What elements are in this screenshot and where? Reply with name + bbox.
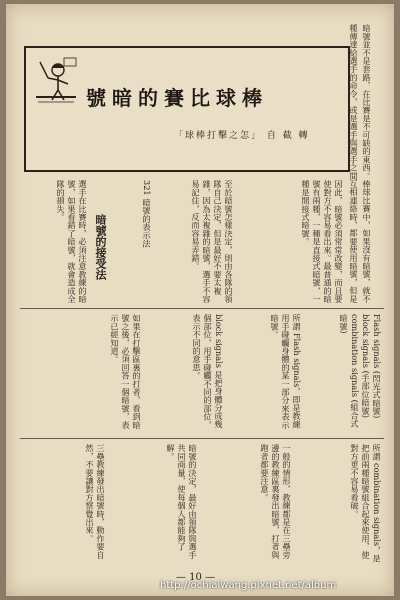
text-column: block signals 是把身體分成幾個部位，用手碰觸不同的部位，表示不同的意思。: [192, 314, 224, 429]
text-column: 暗號的決定，最好由領隊與選手共同商量，使每個人都能夠了解。: [166, 444, 198, 559]
text-column: 三壘教練發出暗號時，動作要自然，不要讓對方察覺出來。: [85, 444, 106, 559]
article-title: 棒球比賽的暗號: [86, 86, 268, 110]
text-column: 暗號並不是套路，在比賽是不可缺的東西。棒球比賽中，如果沒有暗號，就不: [362, 24, 372, 303]
baseball-player-illustration: [34, 56, 78, 112]
magazine-page: [6, 4, 394, 596]
title-box: [24, 46, 350, 172]
text-column: Flash signals (閃光式暗號) block signals (手部位暗號) combination signals (組合式暗號): [339, 314, 382, 428]
article-subtitle: 「球棒打擊之怎」 自 截 轉: [174, 131, 310, 141]
text-column: 種傳達給選手的命令，或是選手與選手之間互相連絡時，都要使用暗號，但是: [349, 24, 359, 303]
text-column: 如果在打擊區裏的打者，看到暗號之後，必須回答一個暗號，表示已經知道。: [110, 314, 142, 429]
text-column: 選手在比賽時，必須注意教練的暗號，如果看錯了暗號，就會造成全隊的損失。: [56, 180, 88, 303]
watermark-url: http://ochiaiwang.pixnet.net/album: [160, 580, 337, 591]
section-divider: [20, 308, 384, 309]
section-heading: 暗號的接受法: [94, 214, 107, 280]
page-number: — 10 —: [176, 572, 216, 583]
text-column: 因此，暗號必須常常改變，而且要使對方不容易看出來。最普通的暗號有兩種，一種是直接式暗號，一種是間接式暗號。: [301, 180, 344, 303]
section-divider: [20, 438, 384, 439]
text-column: 321 暗號的表示法: [142, 180, 152, 248]
text-column: 一般的情形，教練都是在三壘旁邊的教練區裏發出暗號，打者與跑者都要注意。: [260, 444, 292, 559]
text-column: 至於暗號怎樣決定，則由各隊的領隊自己決定，但是最好不要太複雜，因為太複雜的暗號，選手不容易記住，反而容易弄錯。: [191, 180, 234, 303]
text-column: 所謂 Flash signals，即是教練用手碰觸身體的某一部分來表示暗號。: [270, 314, 302, 429]
text-column: 所謂 combination signals，是把前兩種暗號組合起來使用，使對方更不容易看破。: [350, 444, 382, 563]
